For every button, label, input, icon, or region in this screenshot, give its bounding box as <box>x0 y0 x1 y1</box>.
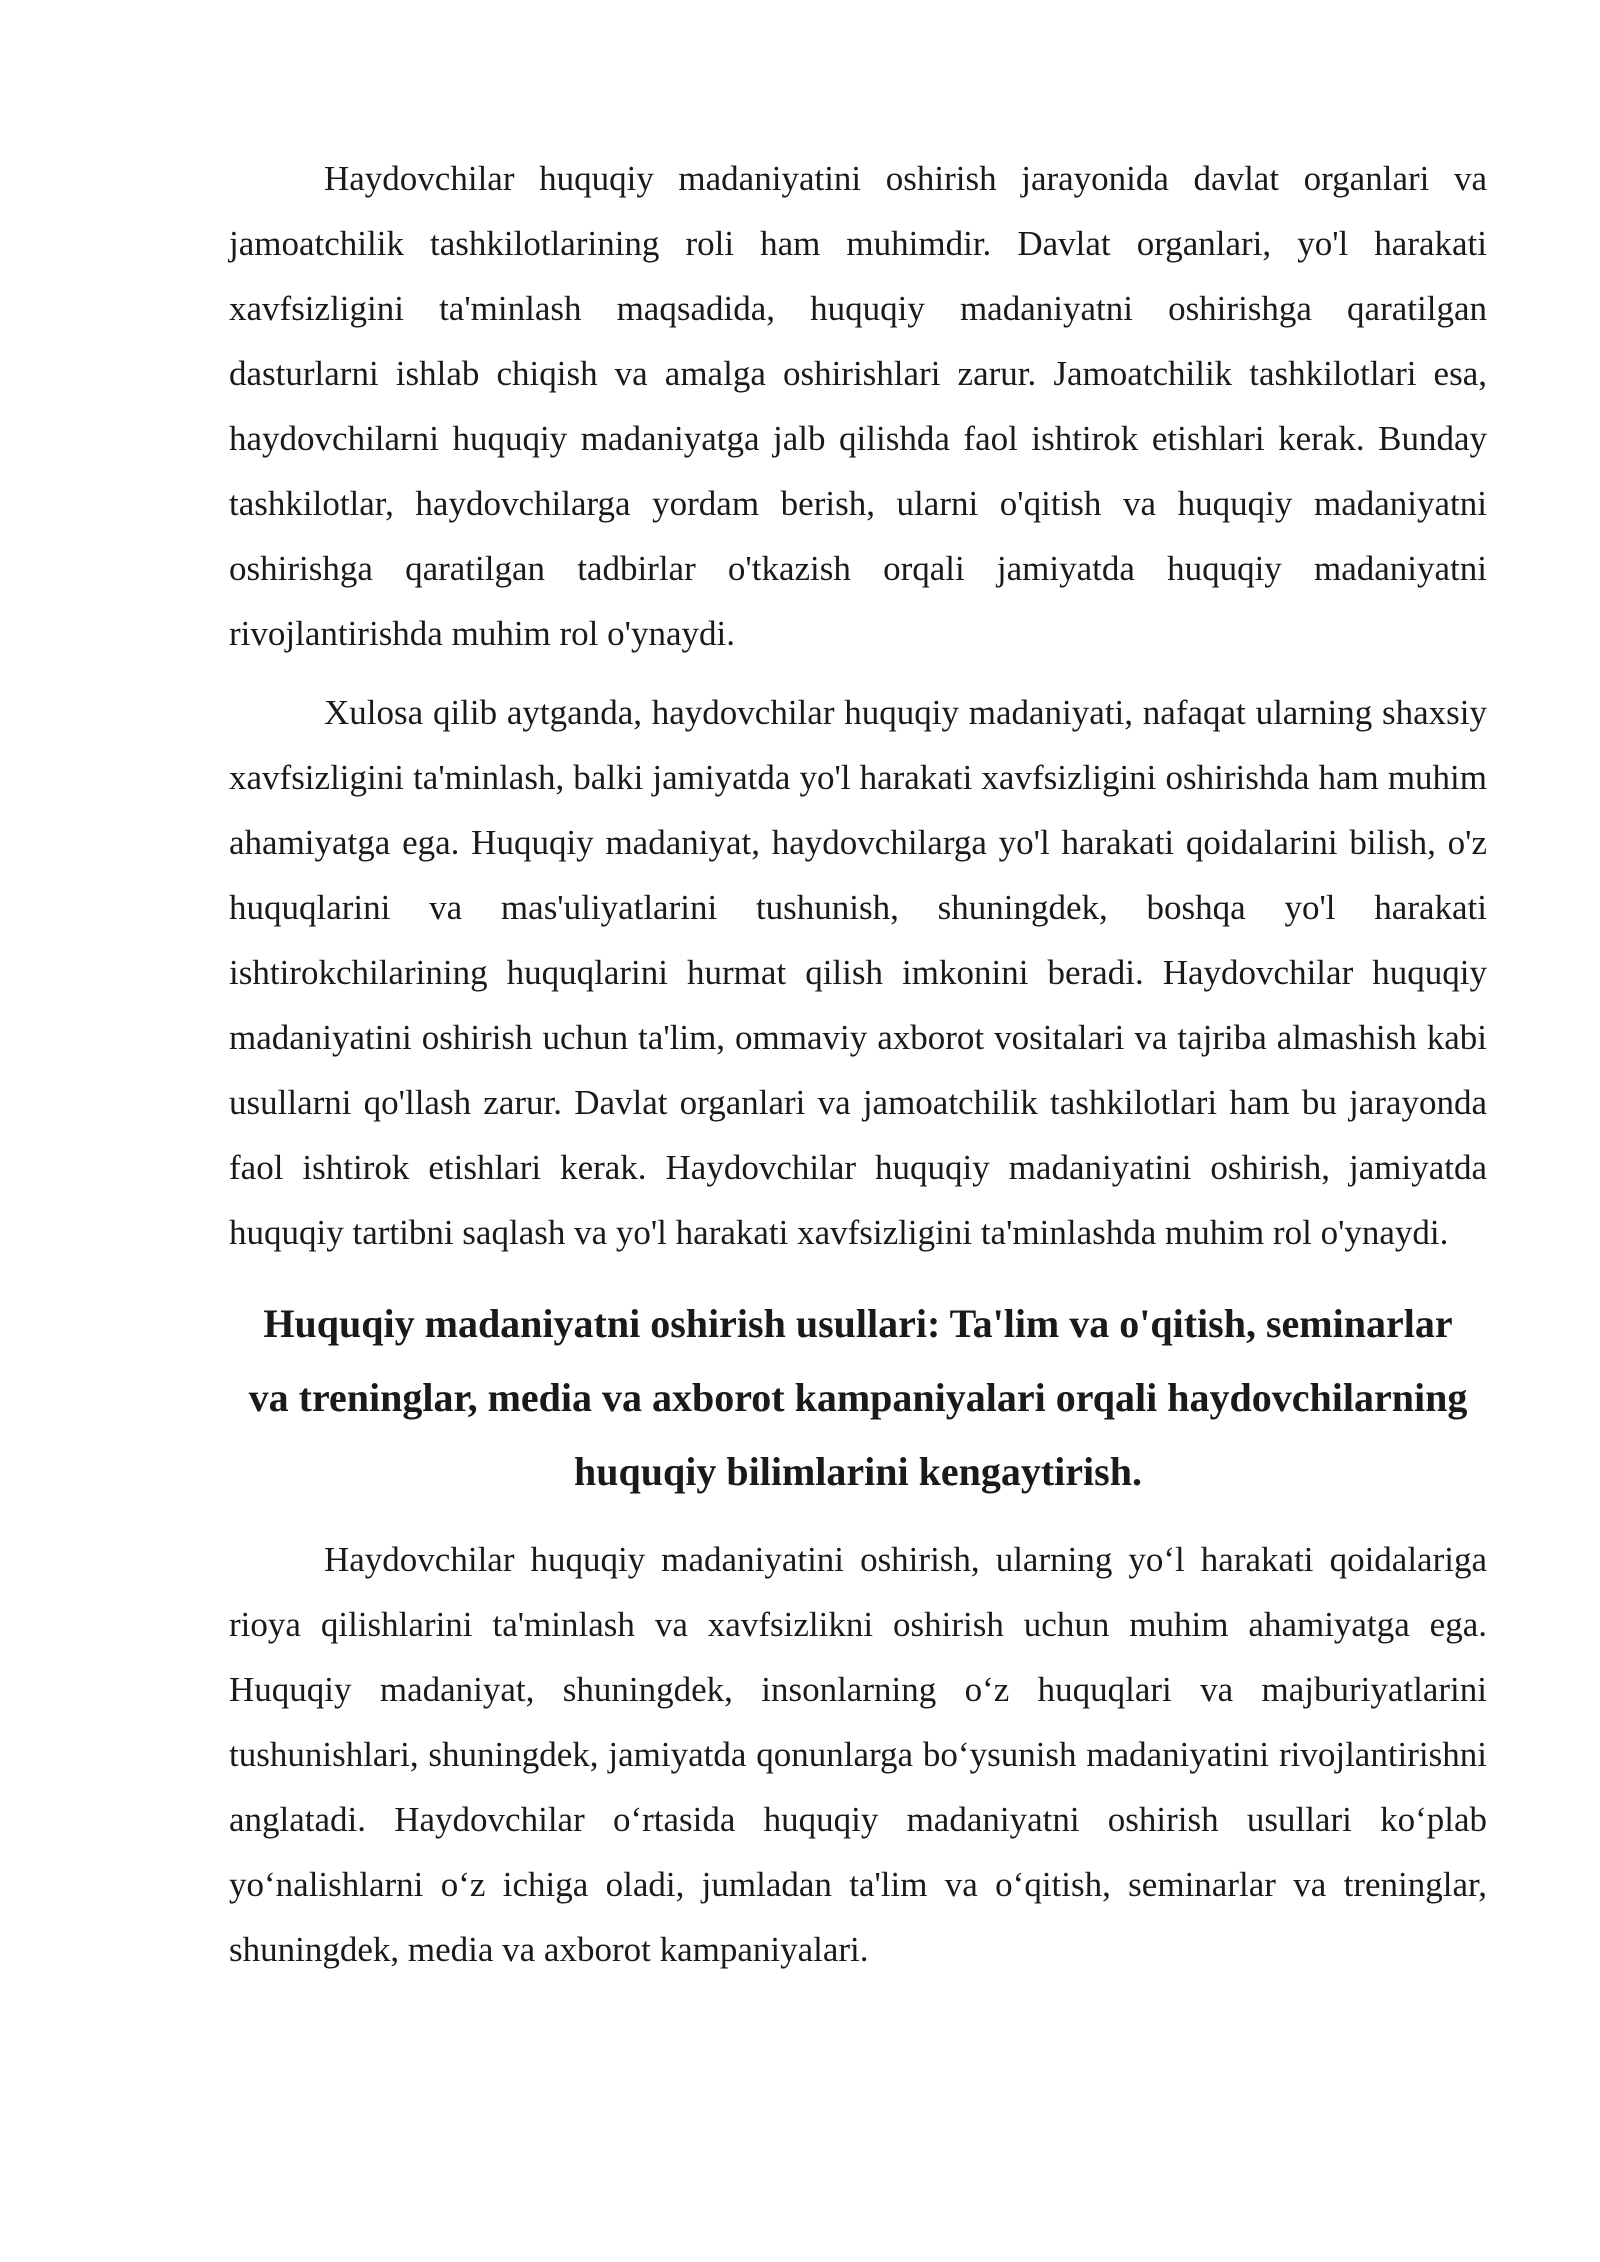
paragraph-government-role: Haydovchilar huquqiy madaniyatini oshirish jarayonida davlat organlari va jamoatchilik tashkilotlarining roli ham muhimdir. Davlat organlari, yo'l harakati xavfsizligini ta'minlash maqsadida, huquqiy madaniyatni oshirishga qaratilgan dasturlarni ishlab chiqish va amalga oshirishlari zarur. Jamoatchilik tashkilotlari esa, haydovchilarni huquqiy madaniyatga jalb qilishda faol ishtirok etishlari kerak. Bunday tashkilotlar, haydovchilarga yordam berish, ularni o'qitish va huquqiy madaniyatni oshirishga qaratilgan tadbirlar o'tkazish orqali jamiyatda huquqiy madaniyatni rivojlantirishda muhim rol o'ynaydi. <box>229 159 1487 653</box>
document-body <box>229 146 1487 1996</box>
paragraph-methods-intro: Haydovchilar huquqiy madaniyatini oshirish, ularning yo‘l harakati qoidalariga rioya qilishlarini ta'minlash va xavfsizlikni oshirish uchun muhim ahamiyatga ega. Huquqiy madaniyat, shuningdek, insonlarning o‘z huquqlari va majburiyatlarini tushunishlari, shuningdek, jamiyatda qonunlarga bo‘ysunish madaniyatini rivojlantirishni anglatadi. Haydovchilar o‘rtasida huquqiy madaniyatni oshirish usullari ko‘plab yo‘nalishlarni o‘z ichiga oladi, jumladan ta'lim va o‘qitish, seminarlar va treninglar, shuningdek, media va axborot kampaniyalari. <box>229 1540 1487 1969</box>
section-heading: Huquqiy madaniyatni oshirish usullari: Ta'lim va o'qitish, seminarlar va treninglar, media va axborot kampaniyalari orqali haydovchilarning huquqiy bilimlarini kengaytirish. <box>248 1301 1468 1494</box>
paragraph-conclusion: Xulosa qilib aytganda, haydovchilar huquqiy madaniyati, nafaqat ularning shaxsiy xavfsizligini ta'minlash, balki jamiyatda yo'l harakati xavfsizligini oshirishda ham muhim ahamiyatga ega. Huquqiy madaniyat, haydovchilarga yo'l harakati qoidalarini bilish, o'z huquqlarini va mas'uliyatlarini tushunish, shuningdek, boshqa yo'l harakati ishtirokchilarining huquqlarini hurmat qilish imkonini beradi. Haydovchilar huquqiy madaniyatini oshirish uchun ta'lim, ommaviy axborot vositalari va tajriba almashish kabi usullarni qo'llash zarur. Davlat organlari va jamoatchilik tashkilotlari ham bu jarayonda faol ishtirok etishlari kerak. Haydovchilar huquqiy madaniyatini oshirish, jamiyatda huquqiy tartibni saqlash va yo'l harakati xavfsizligini ta'minlashda muhim rol o'ynaydi. <box>229 693 1487 1252</box>
